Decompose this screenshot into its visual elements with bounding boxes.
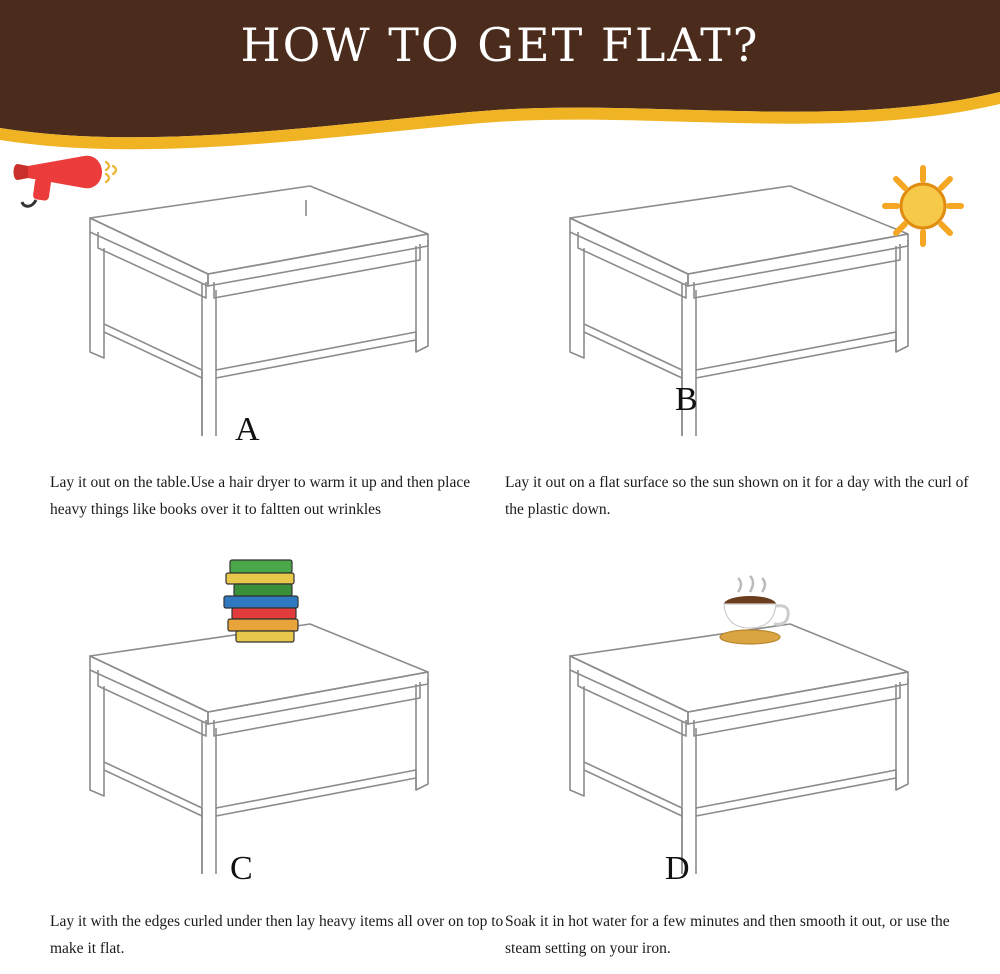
panel-d-letter: D	[665, 850, 690, 887]
panel-d	[500, 568, 980, 968]
panel-a-letter: A	[235, 411, 260, 448]
panel-b-caption: Lay it out on a flat surface so the sun shown on it for a day with the curl of the plastic down.	[505, 474, 969, 519]
coffee-cup-icon	[700, 574, 810, 664]
page-title: HOW TO GET FLAT?	[240, 18, 760, 72]
header-banner	[0, 0, 1000, 150]
panel-d-caption: Soak it in hot water for a few minutes and then smooth it out, or use the steam setting on your iron.	[505, 913, 950, 958]
stack-of-books-icon	[208, 546, 318, 656]
panel-grid	[0, 150, 1000, 974]
panel-a	[20, 156, 500, 556]
panel-a-caption: Lay it out on the table.Use a hair dryer to warm it up and then place heavy things like books over it to faltten out wrinkles	[50, 474, 471, 519]
panel-c	[20, 568, 504, 968]
panel-b	[500, 156, 980, 556]
sun-icon	[868, 154, 978, 254]
panel-c-caption: Lay it with the edges curled under then lay heavy items all over on top to make it flat.	[50, 913, 504, 958]
panel-b-letter: B	[675, 381, 698, 418]
hair-dryer-icon	[10, 150, 120, 220]
panel-c-letter: C	[230, 850, 253, 887]
table-illustration	[500, 156, 920, 436]
